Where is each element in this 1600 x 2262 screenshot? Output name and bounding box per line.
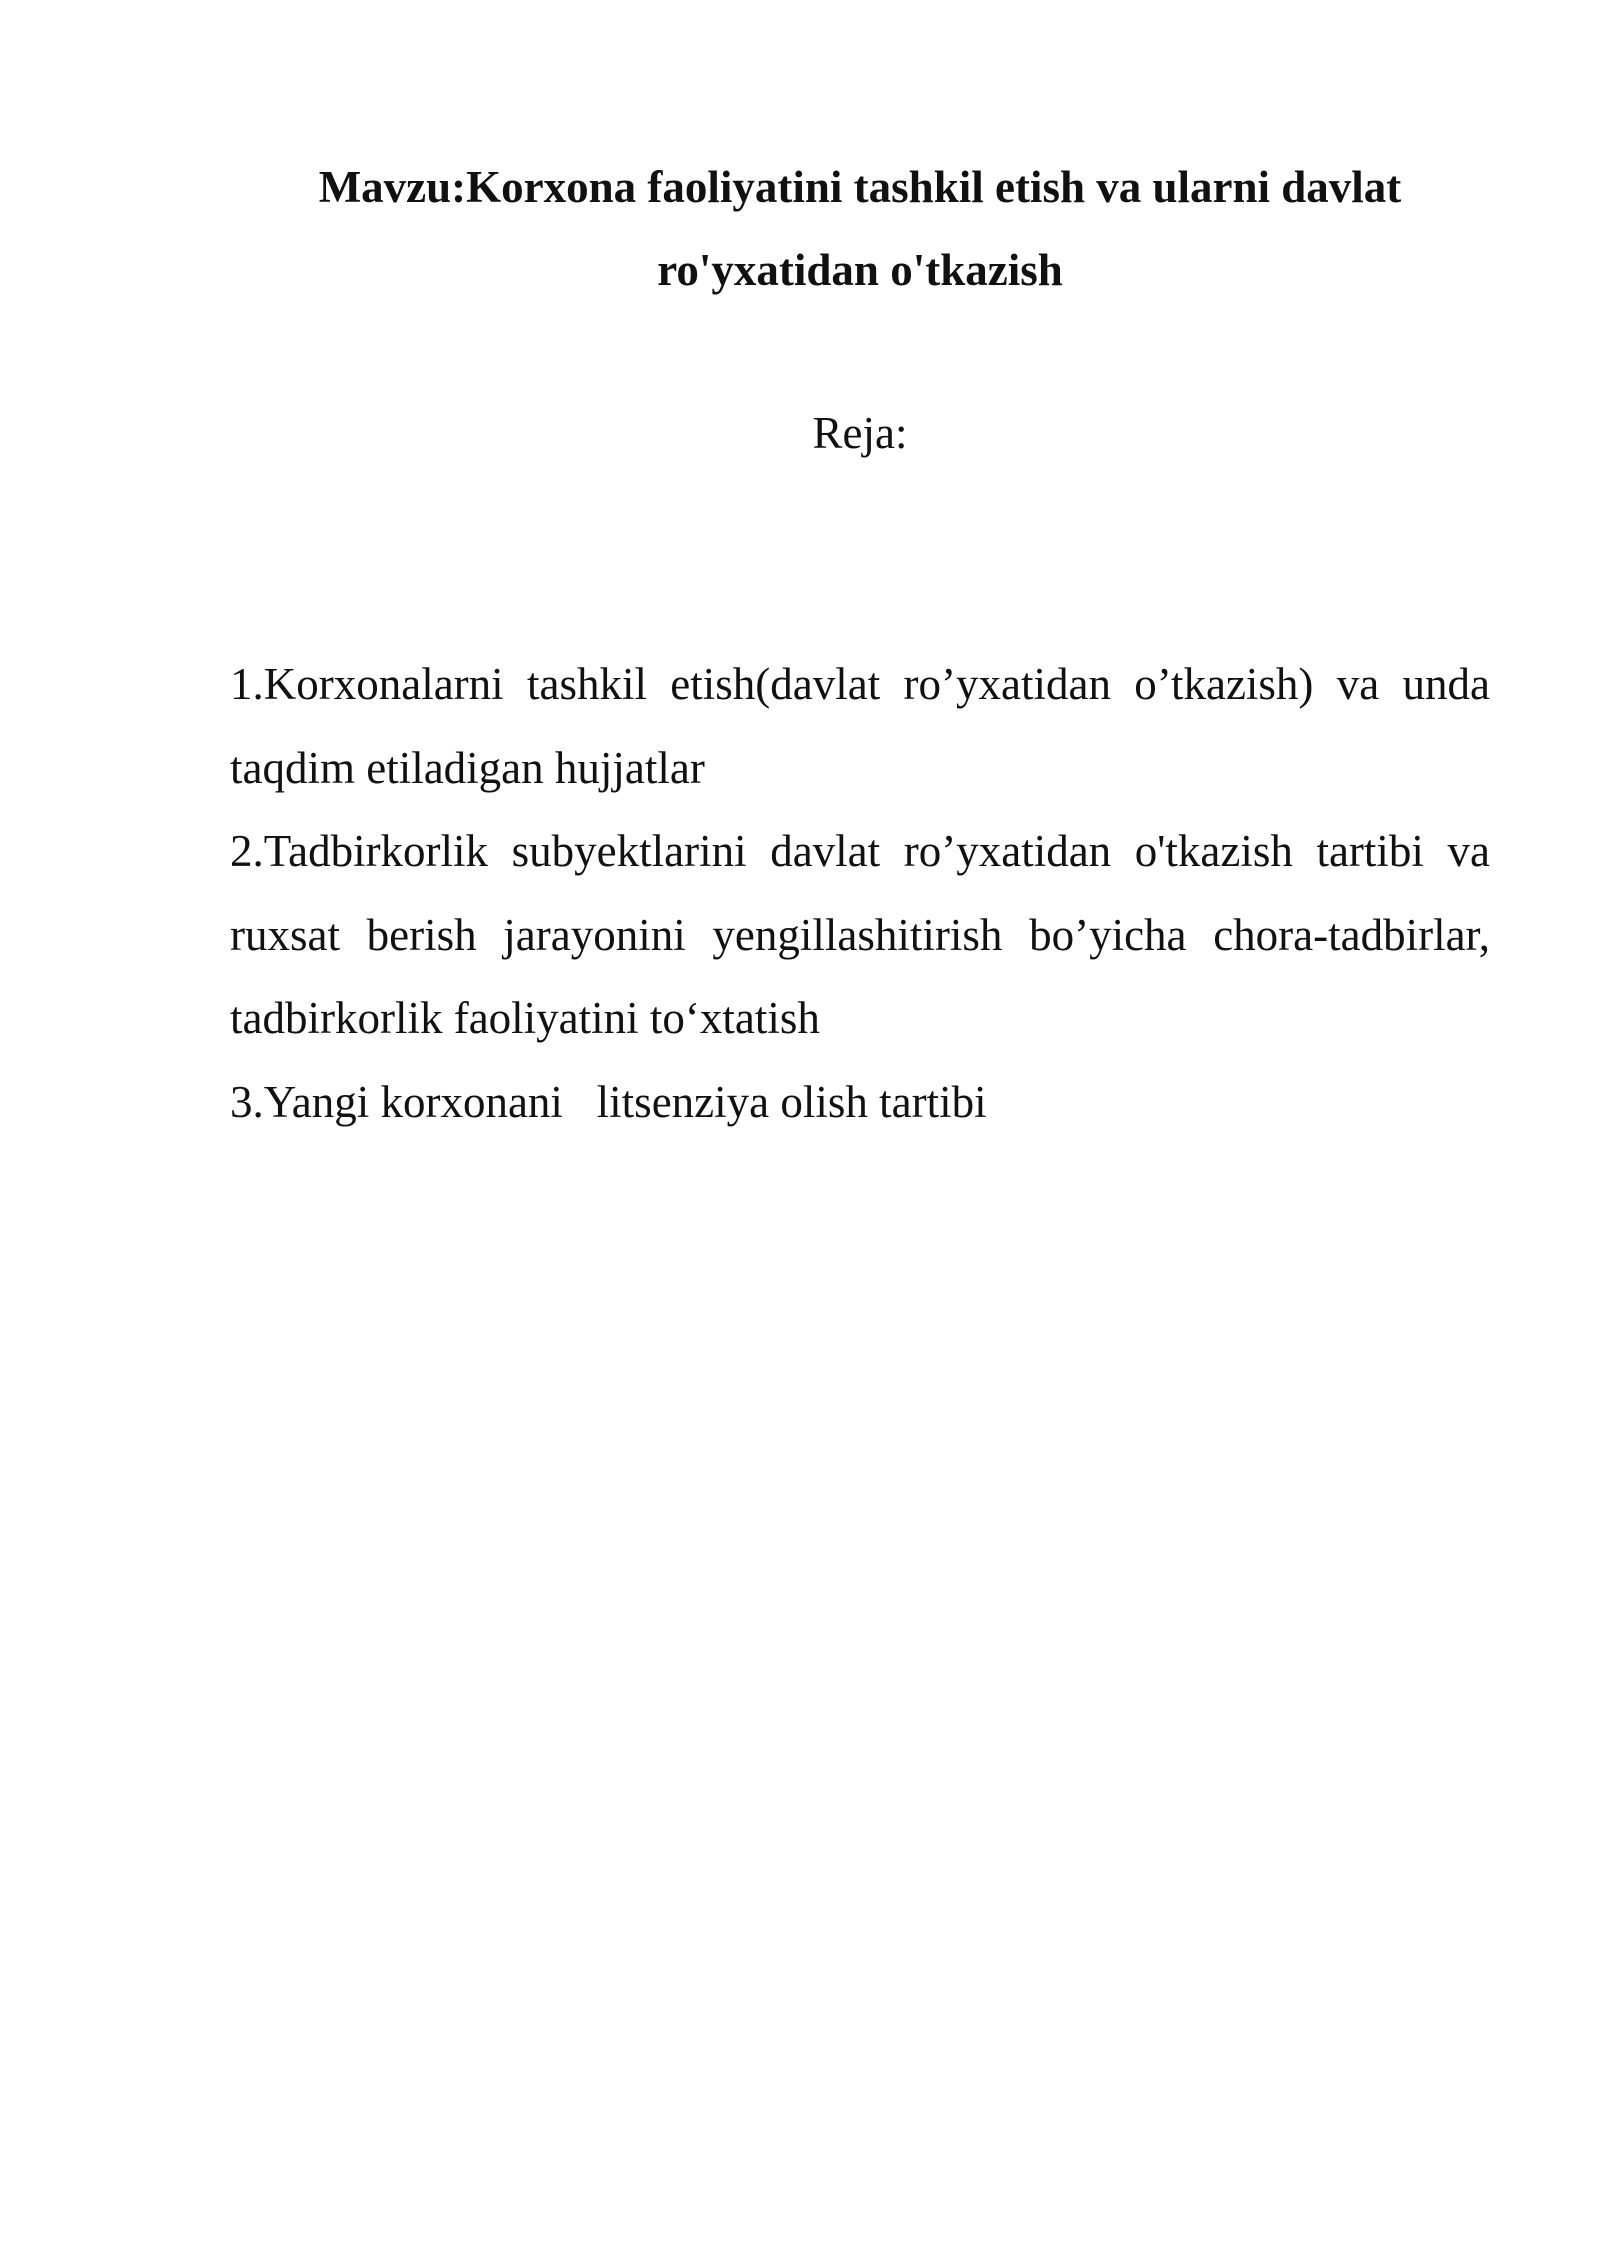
document-title bbox=[200, 146, 1520, 312]
plan-list bbox=[230, 643, 1524, 1144]
document-title-line-2: ro'yxatidan o'tkazish bbox=[657, 245, 1063, 295]
plan-heading: Reja: bbox=[812, 408, 908, 458]
plan-item-1: 1.Korxonalarni tashkil etish(davlat ro’yxatidan o’tkazish) va unda taqdim etiladigan hujjatlar bbox=[230, 659, 1524, 793]
plan-item-3: 3.Yangi korxonani litsenziya olish tartibi bbox=[230, 1076, 987, 1127]
plan-item-2: 2.Tadbirkorlik subyektlarini davlat ro’yxatidan o'tkazish tartibi va ruxsat berish jarayonini yengillashitirish bo’yicha chora-tadbirlar, tadbirkorlik faoliyatini to‘xtatish bbox=[230, 826, 1502, 1043]
document-title-line-1: Mavzu:Korxona faoliyatini tashkil etish va ularni davlat bbox=[318, 162, 1402, 212]
